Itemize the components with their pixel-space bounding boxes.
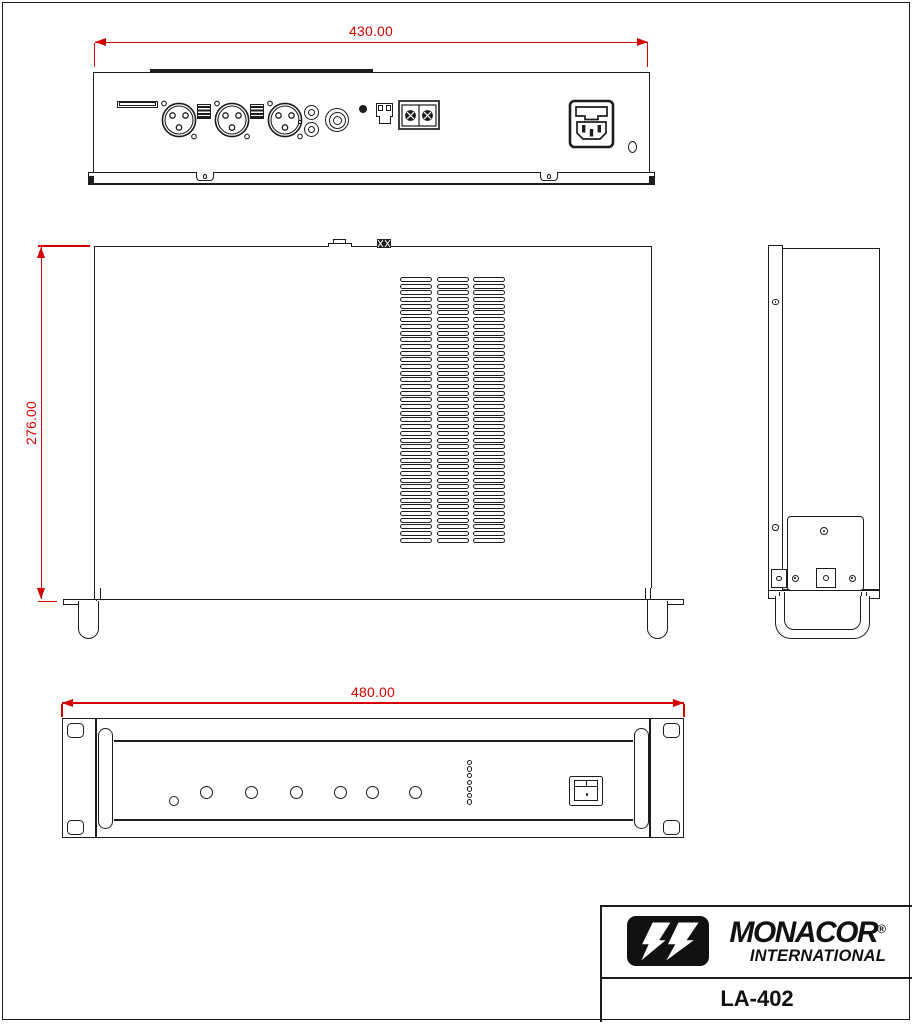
vent-slot [400,310,432,315]
vent-slot [400,297,432,302]
vent-slot [400,304,432,309]
brand-name: MONACOR® [729,916,886,949]
plate-screw-dot [851,577,853,579]
vent-slot [400,371,432,376]
vent-slot [400,431,432,436]
vent-slot [437,337,469,342]
vent-slot [400,444,432,449]
vent-slot [437,324,469,329]
vent-slot [437,471,469,476]
vent-slot [400,464,432,469]
vent-slot [437,524,469,529]
rear-bottom-flange [88,172,655,185]
vent-slot [437,538,469,543]
vent-slot [437,297,469,302]
vent-slot [473,491,505,496]
vent-slot [437,431,469,436]
small-screw [298,120,303,125]
panel-step-left [94,588,101,599]
vent-slot [473,377,505,382]
rack-handle-side-inner [784,596,861,630]
vent-slot [473,384,505,389]
vent-slot [400,484,432,489]
terminal-window [378,105,383,111]
mount-tab-hole [203,174,207,178]
top-terminal-bump [377,239,391,248]
ear-mount-hole [67,723,84,739]
dim-arrow-down [37,588,45,599]
vent-slot [400,364,432,369]
title-block-top-border [600,905,912,907]
vent-slot [400,417,432,422]
vent-slot [437,377,469,382]
vent-slot [473,284,505,289]
ventilation-slot-inner [119,102,156,105]
plate-screw-dot [823,530,825,532]
vent-slot [437,458,469,463]
face-bottom-line [114,819,634,820]
vent-column [437,277,469,543]
vent-slot [400,317,432,322]
rack-handle-front-view [98,728,114,829]
model-number: LA-402 [720,986,794,1011]
vent-slot [437,444,469,449]
panel-step-right [645,588,652,599]
vent-slot [400,397,432,402]
rack-handle-front-view [634,728,650,829]
side-foot-hole [776,576,782,582]
dim-line-430 [95,42,648,43]
vent-slot [437,284,469,289]
vent-slot [400,377,432,382]
vent-slot [400,337,432,342]
vent-slot [473,531,505,536]
vent-slot [473,337,505,342]
vent-slot [473,444,505,449]
vent-slot [473,277,505,282]
vent-slot [473,290,505,295]
vent-slot [437,518,469,523]
vent-slot [400,404,432,409]
vent-slot [473,458,505,463]
vent-slot [437,451,469,456]
vent-slot [437,304,469,309]
vent-slot [400,438,432,443]
vent-slot [437,331,469,336]
vent-column [473,277,505,543]
vent-slot [473,478,505,483]
flange-corner-left [88,176,94,185]
vent-slot [473,317,505,322]
brand-text-block [700,913,886,964]
top-connector-base [328,243,352,248]
phone-jack-hole [333,116,342,125]
vent-slot [437,417,469,422]
vent-slot [473,504,505,509]
dim-ext-bottom [38,601,57,602]
vent-slot [400,411,432,416]
plate-screw-dot [794,577,796,579]
dim-arrow-right [673,699,684,707]
rack-handle-top-view [78,601,99,639]
dim-line-480 [62,702,684,703]
dim-ext-left [61,704,62,717]
vent-slot [473,431,505,436]
vent-slot [437,371,469,376]
vent-slot [473,351,505,356]
power-switch-mark-line [586,781,587,786]
vent-slot [437,531,469,536]
vent-slot [473,391,505,396]
vent-slot [473,357,505,362]
oval-hole [628,141,638,154]
xlr-connector-icon [157,98,201,142]
vent-slot [437,351,469,356]
vent-slot [400,518,432,523]
vent-slot [437,317,469,322]
vent-slot [473,331,505,336]
dim-ext-top [38,245,90,246]
vent-slot [473,310,505,315]
dim-ext-left [94,43,95,67]
vent-slot [437,364,469,369]
ear-mount-hole [663,820,680,836]
vent-slot [400,424,432,429]
vent-slot [400,538,432,543]
vent-slot [400,478,432,483]
terminal-window [386,105,391,111]
vent-slot [473,484,505,489]
vent-slot [473,364,505,369]
brand-subtitle: INTERNATIONAL [749,947,886,965]
vent-slot [400,491,432,496]
vent-slot [437,511,469,516]
vent-slot [400,504,432,509]
monacor-logo-icon [627,916,709,966]
vent-slot [473,304,505,309]
vent-slot [437,384,469,389]
vent-slot [437,357,469,362]
vent-slot [473,297,505,302]
vent-slot [400,351,432,356]
vent-slot [473,411,505,416]
dim-ext-right [647,43,648,67]
dim-label-front-width: 480.00 [350,684,396,700]
vent-slot [437,484,469,489]
vent-slot [437,491,469,496]
vent-slot [473,397,505,402]
vent-slot [437,404,469,409]
vent-slot [437,478,469,483]
registered-mark: ® [877,922,886,936]
vent-slot [473,417,505,422]
iec-power-inlet-icon [568,99,615,149]
vent-slot [400,277,432,282]
vent-slot [437,310,469,315]
vent-slot [473,344,505,349]
vent-slot [473,404,505,409]
vent-slot [400,451,432,456]
vent-slot [400,324,432,329]
vent-slot [437,411,469,416]
xlr-connector-icon [210,98,254,142]
vent-slot [437,290,469,295]
vent-slot [473,524,505,529]
mount-tab-hole [547,174,551,178]
speaker-screw-terminal-icon [398,100,440,130]
vent-slot [437,498,469,503]
dim-arrow-up [37,247,45,258]
vent-slot [437,277,469,282]
vent-slot [473,518,505,523]
terminal-body [379,116,391,124]
vent-slot [473,464,505,469]
vent-slot [400,290,432,295]
vent-slot [400,357,432,362]
vent-column [400,277,432,543]
vent-slot [400,531,432,536]
title-block-divider [600,977,912,979]
vent-slot [400,344,432,349]
vent-slot [400,471,432,476]
ear-mount-hole [67,820,84,836]
vent-slot [400,524,432,529]
vent-slot [400,511,432,516]
vent-slot [400,384,432,389]
vent-slot [437,504,469,509]
vent-slot [473,438,505,443]
rca-jack-center [308,126,315,133]
vent-slot [473,324,505,329]
vent-slot [473,424,505,429]
vent-slot [437,464,469,469]
rear-top-lip [150,69,373,72]
vent-slot [437,391,469,396]
vent-slot [473,371,505,376]
face-top-line [114,740,634,741]
vent-slot [400,391,432,396]
top-view-body [94,246,653,588]
vent-slot [437,344,469,349]
vent-slot [400,458,432,463]
plate-square-hole [823,575,829,581]
dim-arrow-left [95,38,106,46]
vent-grille [400,277,505,543]
vent-slot [400,331,432,336]
vent-slot [473,451,505,456]
vent-slot [437,424,469,429]
vent-slot [400,498,432,503]
dim-ext-right [683,704,684,717]
dip-switch-icon [250,104,264,119]
dip-switch-icon [197,104,211,119]
vent-slot [473,511,505,516]
vent-slot [400,284,432,289]
dim-line-276 [41,247,42,599]
vent-slot [437,397,469,402]
dim-label-rear-width: 430.00 [348,23,394,39]
ear-mount-hole [663,723,680,739]
front-panel-edge [768,245,783,598]
vent-slot [437,438,469,443]
vent-slot [473,471,505,476]
flange-corner-right [649,176,655,185]
vent-slot [473,498,505,503]
rca-jack-center [308,109,315,116]
dim-label-depth: 276.00 [23,400,39,446]
vent-slot [473,538,505,543]
rack-handle-top-view [647,601,668,639]
dim-arrow-left [62,699,73,707]
power-switch-divider [574,786,598,787]
front-edge-line [96,599,648,601]
